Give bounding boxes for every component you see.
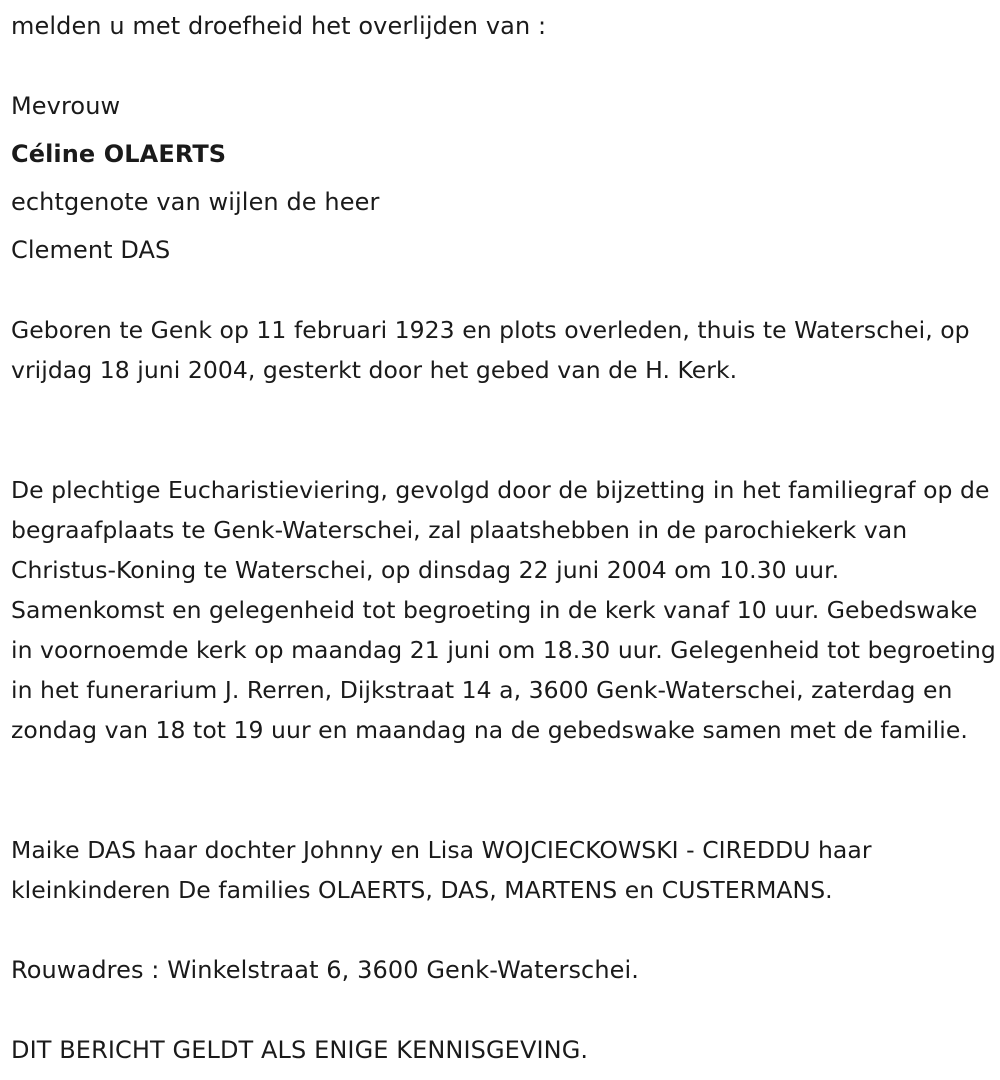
closing-statement: DIT BERICHT GELDT ALS ENIGE KENNISGEVING.	[11, 1036, 589, 1064]
deceased-name: Céline OLAERTS	[11, 140, 227, 168]
mourning-address: Rouwadres : Winkelstraat 6, 3600 Genk-Waterschei.	[11, 956, 640, 984]
birth-death-paragraph: Geboren te Genk op 11 februari 1923 en plots overleden, thuis te Waterschei, op vrijdag 18 juni 2004, gesterkt door het gebed van de H. Kerk.	[11, 316, 970, 384]
salutation: Mevrouw	[11, 92, 121, 120]
family-paragraph: Maike DAS haar dochter Johnny en Lisa WOJCIECKOWSKI - CIREDDU haar kleinkinderen De families OLAERTS, DAS, MARTENS en CUSTERMANS.	[11, 836, 872, 904]
relation-text: echtgenote van wijlen de heer	[11, 188, 380, 216]
spouse-name: Clement DAS	[11, 236, 171, 264]
intro-text: melden u met droefheid het overlijden van :	[11, 12, 547, 40]
ceremony-paragraph: De plechtige Eucharistieviering, gevolgd door de bijzetting in het familiegraf op de begraafplaats te Genk-Waterschei, zal plaatshebben in de parochiekerk van Christus-Koning te Waterschei, op dinsdag 22 juni 2004 om 10.30 uur. Samenkomst en gelegenheid tot begroeting in de kerk vanaf 10 uur. Gebedswake in voornoemde kerk op maandag 21 juni om 18.30 uur. Gelegenheid tot begroeting in het funerarium J. Rerren, Dijkstraat 14 a, 3600 Genk-Waterschei, zaterdag en zondag van 18 tot 19 uur en maandag na de gebedswake samen met de familie.	[11, 476, 996, 744]
